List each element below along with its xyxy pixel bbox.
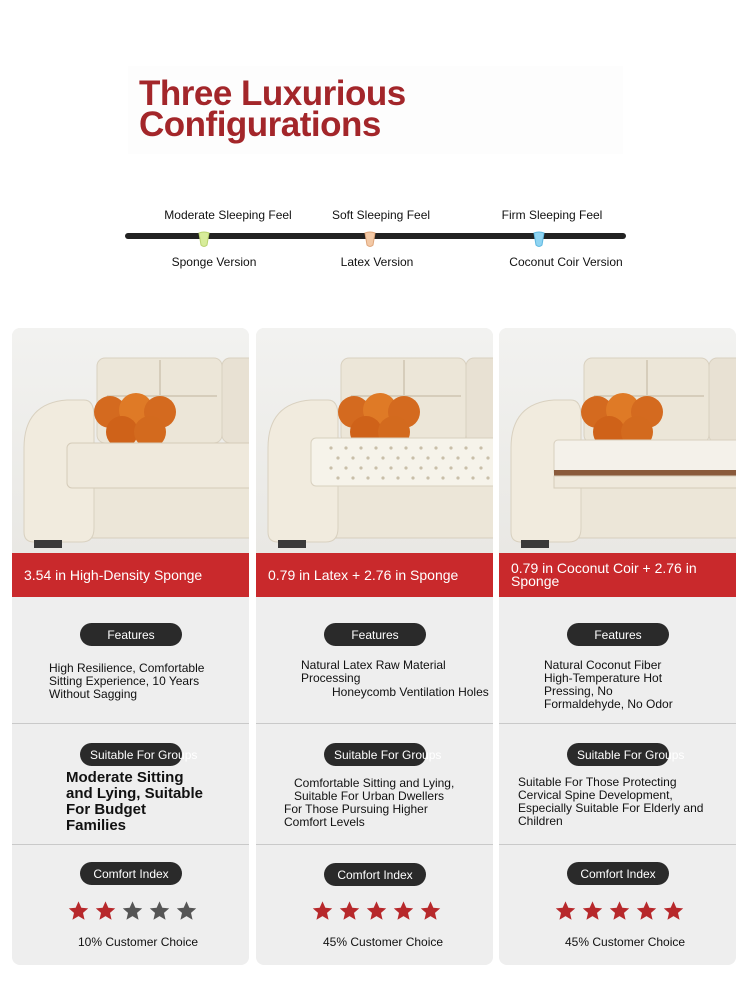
divider: [12, 844, 249, 845]
sofa-latex-image: [256, 328, 493, 553]
groups-badge: Suitable For Groups: [567, 743, 669, 766]
sofa-coir-image: [499, 328, 736, 553]
groups-badge: Suitable For Groups: [80, 743, 182, 766]
features-badge: Features: [567, 623, 669, 646]
star-filled-icon: [338, 900, 361, 922]
star-filled-icon: [365, 900, 388, 922]
star-empty-icon: [148, 900, 171, 922]
customer-choice: 10% Customer Choice: [78, 935, 199, 949]
marker-coir-icon: [533, 231, 545, 249]
groups-text: Suitable For Those Protecting Cervical Spine Development, Especially Suitable For Elderly and Children: [518, 775, 704, 828]
marker-sponge-icon: [198, 231, 210, 249]
comfort-index-badge: Comfort Index: [80, 862, 182, 885]
star-filled-icon: [662, 900, 685, 922]
page-title-line-2: Configurations: [139, 105, 381, 144]
divider: [256, 723, 493, 724]
star-filled-icon: [635, 900, 658, 922]
feel-label-moderate: Moderate Sleeping Feel: [164, 208, 292, 222]
spec-band: 3.54 in High-Density Sponge: [12, 553, 249, 597]
card-sponge: [12, 328, 249, 965]
star-empty-icon: [175, 900, 198, 922]
groups-text: Comfortable Sitting and Lying, Suitable For Urban Dwellers For Those Pursuing Higher Comfort Levels: [284, 776, 455, 829]
groups-badge: Suitable For Groups: [324, 743, 426, 766]
features-text-extra: Honeycomb Ventilation Holes: [332, 685, 489, 699]
groups-text: Moderate Sitting and Lying, Suitable For Budget Families: [66, 769, 203, 834]
card-coconut-coir: [499, 328, 736, 965]
features-text: High Resilience, Comfortable Sitting Experience, 10 Years Without Sagging: [49, 661, 205, 701]
divider: [499, 723, 736, 724]
comfort-index-badge: Comfort Index: [324, 863, 426, 886]
feel-label-firm: Firm Sleeping Feel: [501, 208, 603, 222]
rating-stars: [554, 900, 685, 922]
divider: [499, 844, 736, 845]
customer-choice: 45% Customer Choice: [565, 935, 686, 949]
star-filled-icon: [94, 900, 117, 922]
firmness-scale: [0, 195, 750, 295]
marker-latex-icon: [364, 231, 376, 249]
card-latex: [256, 328, 493, 965]
spec-band: 0.79 in Latex + 2.76 in Sponge: [256, 553, 493, 597]
features-text: Natural Coconut Fiber High-Temperature Hot Pressing, No Formaldehyde, No Odor: [544, 658, 673, 711]
star-empty-icon: [121, 900, 144, 922]
rating-stars: [311, 900, 442, 922]
comfort-index-badge: Comfort Index: [567, 862, 669, 885]
features-badge: Features: [80, 623, 182, 646]
divider: [12, 723, 249, 724]
star-filled-icon: [581, 900, 604, 922]
star-filled-icon: [608, 900, 631, 922]
divider: [256, 844, 493, 845]
star-filled-icon: [311, 900, 334, 922]
rating-stars: [67, 900, 198, 922]
feel-label-soft: Soft Sleeping Feel: [331, 208, 431, 222]
sofa-sponge-image: [12, 328, 249, 553]
spec-band: 0.79 in Coconut Coir + 2.76 in Sponge: [499, 553, 736, 597]
page-title: [139, 74, 406, 144]
version-label-sponge: Sponge Version: [171, 255, 257, 269]
version-label-coir: Coconut Coir Version: [509, 255, 623, 269]
features-badge: Features: [324, 623, 426, 646]
star-filled-icon: [419, 900, 442, 922]
star-filled-icon: [392, 900, 415, 922]
version-label-latex: Latex Version: [340, 255, 414, 269]
features-text: Natural Latex Raw Material Processing: [301, 658, 446, 685]
customer-choice: 45% Customer Choice: [323, 935, 444, 949]
star-filled-icon: [554, 900, 577, 922]
star-filled-icon: [67, 900, 90, 922]
page-title-line-1: Three Luxurious: [139, 74, 406, 113]
